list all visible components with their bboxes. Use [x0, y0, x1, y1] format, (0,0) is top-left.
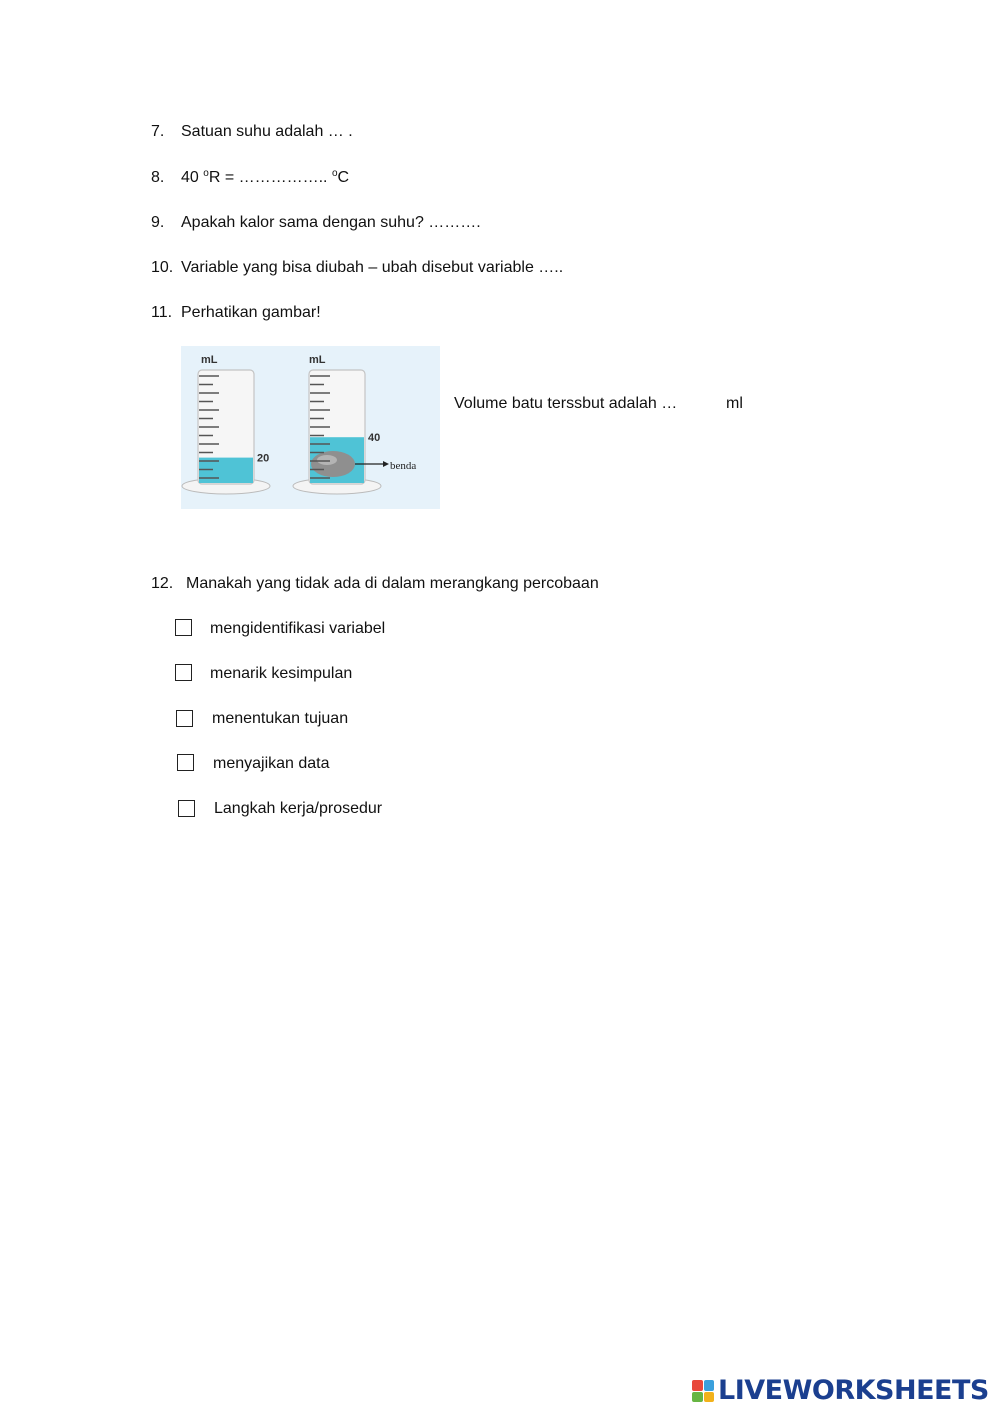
object-arrow-head [383, 461, 389, 467]
question-text [181, 168, 349, 188]
question-number: 7. [151, 123, 165, 140]
logo-squares-icon [692, 1380, 714, 1402]
text-part: R = …………….. [208, 169, 332, 186]
question-number: 10. [151, 259, 174, 276]
stone-highlight [317, 455, 337, 465]
option-label-5: Langkah kerja/prosedur [214, 800, 383, 817]
text-part: 40 [181, 169, 204, 186]
cylinder-2-reading: 40 [368, 432, 381, 445]
cylinder-2-unit-label: mL [309, 354, 326, 366]
degree-superscript: o [331, 168, 338, 179]
liveworksheets-logo [692, 1374, 989, 1408]
question-number: 12. [151, 575, 174, 592]
cylinder-1-reading: 20 [257, 452, 270, 465]
degree-superscript: o [203, 168, 209, 179]
option-label-3: menentukan tujuan [212, 710, 349, 727]
volume-question [454, 394, 677, 414]
text-part: C [337, 169, 350, 186]
logo-square [692, 1380, 703, 1391]
logo-square [692, 1392, 703, 1403]
question-number: 9. [151, 214, 165, 231]
option-label-1: mengidentifikasi variabel [210, 620, 386, 637]
graduated-cylinders-figure [181, 346, 440, 509]
logo-text: LIVEWORKSHEETS [718, 1375, 989, 1406]
logo-square [704, 1380, 715, 1391]
question-text: Manakah yang tidak ada di dalam merangkang percobaan [186, 575, 599, 592]
question-text: Apakah kalor sama dengan suhu? ………. [181, 214, 481, 231]
cylinder-1-unit-label: mL [201, 354, 218, 366]
option-label-2: menarik kesimpulan [210, 665, 353, 682]
question-text: Satuan suhu adalah … . [181, 123, 353, 140]
volume-unit: ml [726, 395, 743, 412]
option-checkbox-5[interactable] [178, 800, 195, 817]
volume-question-text: Volume batu terssbut adalah … [454, 395, 678, 412]
question-number: 11. [151, 304, 173, 321]
option-label-4: menyajikan data [213, 755, 330, 772]
option-checkbox-3[interactable] [176, 710, 193, 727]
cylinders-illustration [181, 346, 440, 509]
object-label: benda [390, 460, 417, 472]
question-text: Perhatikan gambar! [181, 304, 321, 321]
option-checkbox-4[interactable] [177, 754, 194, 771]
logo-square [704, 1392, 715, 1403]
option-checkbox-2[interactable] [175, 664, 192, 681]
question-number: 8. [151, 169, 165, 186]
option-checkbox-1[interactable] [175, 619, 192, 636]
question-text: Variable yang bisa diubah – ubah disebut variable ….. [181, 259, 564, 276]
